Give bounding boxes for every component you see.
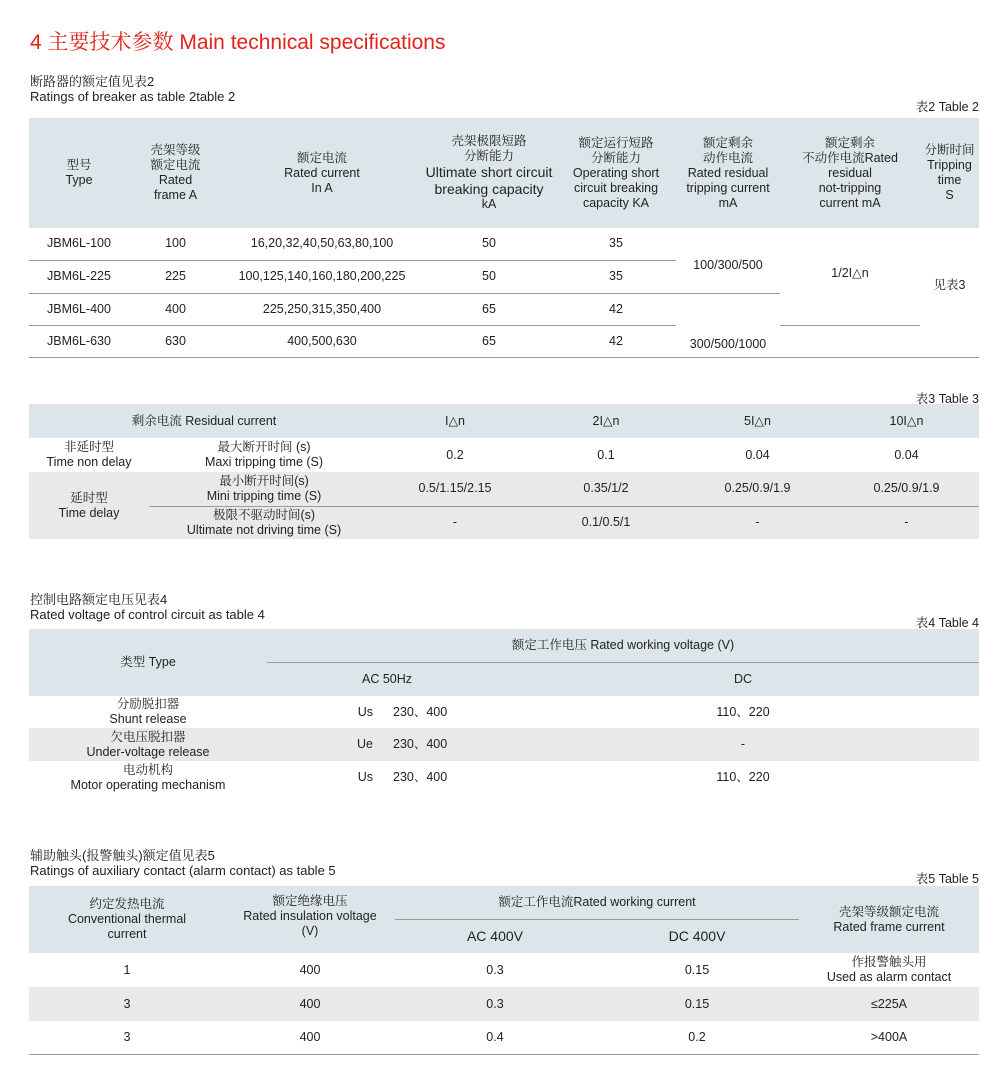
cell-value: 0.04 (745, 447, 770, 462)
cell-ac: 0.3 (486, 996, 504, 1011)
table2-header-frame: 壳架等级 额定电流 Rated frame A (150, 143, 201, 202)
table-3 (29, 404, 979, 539)
cell-thermal: 1 (123, 962, 131, 977)
cell-frame: 225 (129, 260, 222, 293)
table5-heading-en: Ratings of auxiliary contact (alarm contact) as table 5 (30, 863, 336, 878)
cell-tripping: 见表3 (920, 228, 979, 357)
cell-group: 延时型 Time delay (29, 472, 149, 539)
cell-nontrip: 1/2I△n (780, 228, 920, 325)
cell-type: JBM6L-630 (29, 325, 129, 357)
cell-frame: 400 (129, 293, 222, 325)
table3-col: 10I△n (889, 413, 924, 428)
table-row (29, 761, 979, 794)
cell-value: 0.25/0.9/1.9 (834, 472, 979, 506)
table4-header-type: 类型 Type (120, 655, 176, 669)
table-row (29, 696, 979, 728)
cell-ac: 230、400 (393, 770, 448, 784)
table2-header-rated: 额定电流 Rated current In A (284, 150, 360, 195)
cell-operating: 35 (556, 260, 676, 293)
cell-ac: 230、400 (393, 737, 448, 751)
table-4 (29, 629, 979, 794)
cell-param: 极限不驱动时间(s) Ultimate not driving time (S) (186, 507, 342, 537)
cell-residual-a: 100/300/500 (676, 228, 780, 293)
cell-frame: 作报警触头用 Used as alarm contact (826, 955, 952, 984)
table2-heading-zh: 断路器的额定值见表2 (30, 74, 155, 89)
cell-insulation: 400 (299, 996, 321, 1011)
table-row (29, 987, 979, 1021)
table-row (29, 472, 979, 506)
table-row (29, 506, 979, 539)
table-2 (29, 118, 979, 358)
table2-header-type: 型号 Type (65, 158, 93, 187)
table5-header-dc: DC 400V (668, 927, 726, 944)
table5-header-insulation: 额定绝缘电压 Rated insulation voltage (V) (243, 894, 377, 938)
table5-header-working: 额定工作电流Rated working current (395, 886, 799, 919)
table5-label: 表5 Table 5 (915, 872, 979, 886)
cell-value: 0.1/0.5/1 (581, 515, 631, 530)
table2-header-ultimate-unit: kA (481, 197, 497, 212)
cell-ac: 230、400 (393, 704, 448, 719)
cell-frame: 100 (129, 228, 222, 260)
table2-heading-en: Ratings of breaker as table 2table 2 (30, 89, 236, 104)
table2-header-ultimate-en: Ultimate short circuit breaking capacity (425, 163, 553, 197)
table2-header-nontrip: 额定剩余 不动作电流Rated residual not-tripping current mA (802, 135, 898, 210)
cell-dc: 110、220 (716, 704, 770, 719)
cell-dc: 0.15 (684, 996, 710, 1011)
table4-header-row (29, 629, 979, 662)
cell-nontrip-empty (780, 325, 920, 357)
cell-type: JBM6L-225 (29, 260, 129, 293)
cell-residual-b: 300/500/1000 (676, 293, 780, 357)
cell-type: 分励脱扣器 Shunt release (109, 697, 187, 726)
page-title: 4 主要技术参数 Main technical specifications (30, 31, 446, 54)
table4-header-voltage: 额定工作电压 Rated working voltage (V) (267, 629, 979, 662)
table2-label: 表2 Table 2 (915, 100, 979, 114)
table5-header-frame: 壳架等级额定电流 Rated frame current (833, 904, 945, 934)
cell-ac: 0.3 (486, 962, 504, 977)
table2-header-residual: 额定剩余 动作电流 Rated residual tripping current mA (686, 135, 770, 210)
table3-col: I△n (444, 413, 466, 428)
cell-insulation: 400 (299, 962, 321, 977)
cell-param: 最大断开时间 (s) Maxi tripping time (S) (204, 440, 324, 469)
cell-value: - (452, 515, 458, 530)
cell-ultimate: 65 (422, 325, 556, 357)
cell-param: 最小断开时间(s) Mini tripping time (S) (149, 472, 379, 506)
cell-dc: 110、220 (716, 770, 770, 784)
table-row (29, 438, 979, 472)
cell-rated: 225,250,315,350,400 (222, 293, 422, 325)
cell-value: 0.04 (894, 447, 919, 462)
table3-label: 表3 Table 3 (915, 392, 979, 406)
cell-ultimate: 50 (422, 228, 556, 260)
cell-dc: - (740, 737, 746, 751)
cell-value: 0.5/1.15/2.15 (379, 472, 531, 506)
table2-header-tripping: 分断时间 Tripping time S (924, 143, 975, 202)
table4-header-ac: AC 50Hz (361, 671, 413, 686)
table4-label: 表4 Table 4 (915, 616, 979, 630)
table-row (29, 728, 979, 761)
table2-header-operating-zh: 额定运行短路 分断能力 (578, 135, 654, 165)
table2-header-row (29, 118, 979, 228)
cell-ultimate: 65 (422, 293, 556, 325)
cell-thermal: 3 (123, 996, 131, 1011)
cell-group: 非延时型 Time non delay (46, 440, 132, 469)
table3-header-row (29, 404, 979, 438)
table4-heading-zh: 控制电路额定电压见表4 (30, 592, 168, 607)
table5-header-ac: AC 400V (466, 927, 524, 944)
table2-header-ultimate (422, 118, 556, 228)
cell-value: - (904, 515, 909, 530)
cell-rated: 16,20,32,40,50,63,80,100 (222, 228, 422, 260)
cell-thermal: 3 (29, 1021, 225, 1054)
table4-header-dc: DC (733, 671, 753, 686)
table2-header-ultimate-zh: 壳架极限短路 分断能力 (451, 133, 527, 163)
cell-value: 0.1 (597, 447, 615, 462)
table5-header-row (29, 886, 979, 919)
cell-code: Ue (357, 737, 373, 751)
table4-heading-en: Rated voltage of control circuit as table 4 (30, 607, 265, 622)
table3-col: 5I△n (744, 413, 771, 428)
cell-dc: 0.2 (595, 1021, 799, 1054)
cell-code: Us (357, 704, 373, 719)
cell-rated: 400,500,630 (222, 325, 422, 357)
table-row (29, 325, 979, 357)
table5-heading-zh: 辅助触头(报警触头)额定值见表5 (30, 848, 215, 863)
cell-operating: 42 (556, 293, 676, 325)
cell-frame: >400A (799, 1021, 979, 1054)
cell-value: 0.25/0.9/1.9 (681, 472, 834, 506)
table-row (29, 1021, 979, 1054)
cell-type: 电动机构 Motor operating mechanism (70, 762, 226, 792)
cell-value: 0.2 (446, 447, 464, 462)
cell-type: JBM6L-100 (29, 228, 129, 260)
cell-value: 0.35/1/2 (531, 472, 681, 506)
cell-type: 欠电压脱扣器 Under-voltage release (86, 729, 210, 759)
cell-ultimate: 50 (422, 260, 556, 293)
cell-type: JBM6L-400 (29, 293, 129, 325)
table2-header-operating (556, 118, 676, 228)
table3-header-residual: 剩余电流 Residual current (131, 413, 277, 428)
table-row (29, 953, 979, 987)
table5-header-thermal: 约定发热电流 Conventional thermal current (67, 897, 187, 941)
cell-insulation: 400 (225, 1021, 395, 1054)
cell-value: - (755, 515, 760, 530)
cell-rated: 100,125,140,160,180,200,225 (222, 260, 422, 293)
cell-ac: 0.4 (395, 1021, 595, 1054)
table3-col: 2I△n (592, 413, 620, 428)
cell-dc: 0.15 (684, 962, 710, 977)
table-5 (29, 886, 979, 1055)
cell-operating: 42 (556, 325, 676, 357)
cell-operating: 35 (556, 228, 676, 260)
table2-header-operating-en: Operating short circuit breaking capacity KA (572, 165, 660, 210)
table-row (29, 228, 979, 260)
cell-code: Us (357, 770, 373, 784)
cell-frame: 630 (129, 325, 222, 357)
cell-frame: ≤225A (870, 996, 908, 1011)
